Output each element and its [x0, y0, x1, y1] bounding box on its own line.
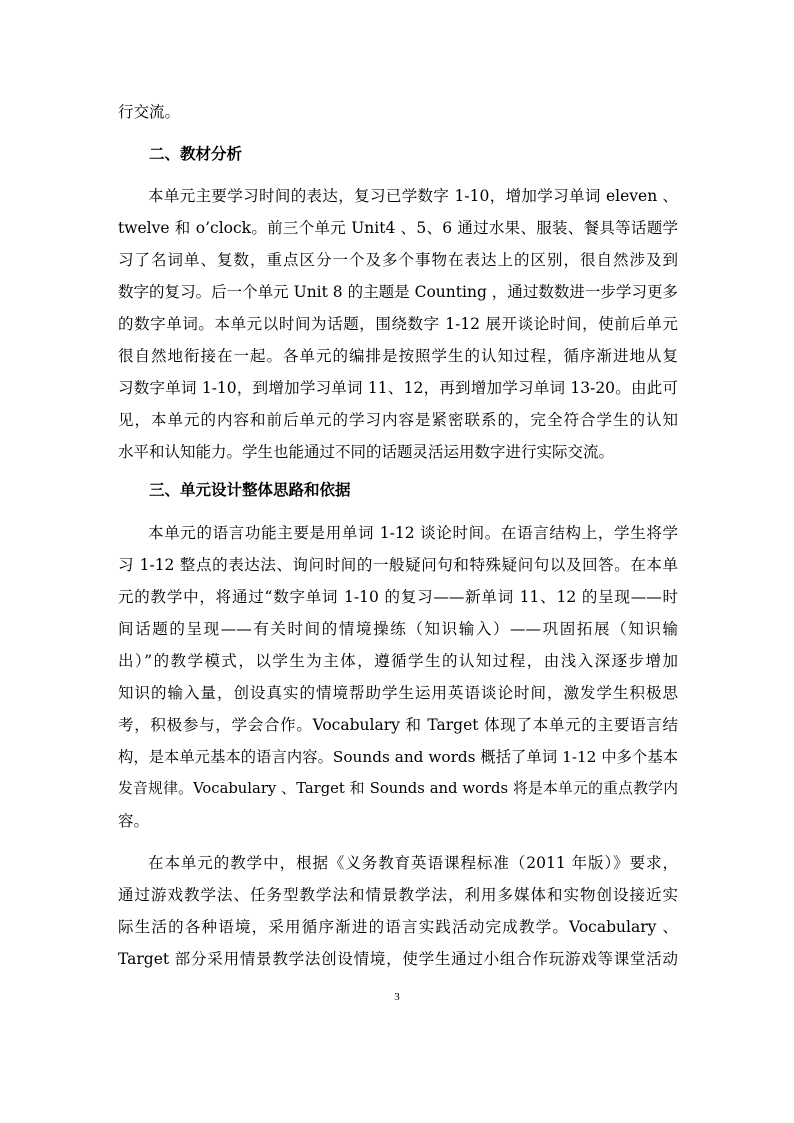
paragraph-line: 元的教学中，将通过“数字单词 1-10 的复习——新单词 11、12 的呈现——时 — [118, 588, 678, 606]
paragraph-line: 本单元的语言功能主要是用单词 1-12 谈论时间。在语言结构上，学生将学 — [148, 524, 678, 542]
paragraph-line: 考，积极参与，学会合作。Vocabulary 和 Target 体现了本单元的主要语言结 — [118, 716, 678, 734]
paragraph-line: 很自然地衔接在一起。各单元的编排是按照学生的认知过程，循序渐进地从复 — [118, 347, 678, 365]
paragraph-line: 习了名词单、复数，重点区分一个及多个事物在表达上的区别，很自然涉及到 — [118, 251, 678, 269]
paragraph-line: 习 1-12 整点的表达法、询问时间的一般疑问句和特殊疑问句以及回答。在本单 — [118, 556, 678, 574]
paragraph-line: 出）”的教学模式，以学生为主体，遵循学生的认知过程，由浅入深逐步增加 — [118, 652, 678, 670]
section-heading-textbook-analysis: 二、教材分析 — [149, 145, 243, 163]
paragraph-line: 发音规律。Vocabulary 、Target 和 Sounds and words 将是本单元的重点教学内 — [118, 780, 678, 797]
paragraph-line: 构，是本单元基本的语言内容。Sounds and words 概括了单词 1-12 中多个基本 — [118, 748, 678, 766]
paragraph-line: 际生活的各种语境，采用循序渐进的语言实践活动完成教学。Vocabulary 、 — [118, 918, 678, 936]
paragraph-line: 的数字单词。本单元以时间为话题，围绕数字 1-12 展开谈论时间，使前后单元 — [118, 315, 678, 333]
paragraph-line: 数字的复习。后一个单元 Unit 8 的主题是 Counting ，通过数数进一步学习更多 — [118, 283, 678, 301]
paragraph-line: 见，本单元的内容和前后单元的学习内容是紧密联系的，完全符合学生的认知 — [118, 411, 678, 429]
paragraph-line: 水平和认知能力。学生也能通过不同的话题灵活运用数字进行实际交流。 — [118, 443, 615, 461]
paragraph-line: 习数字单词 1-10，到增加学习单词 11、12，再到增加学习单词 13-20。由此可 — [118, 379, 678, 397]
paragraph-line: 通过游戏教学法、任务型教学法和情景教学法，利用多媒体和实物创设接近实 — [118, 886, 678, 904]
paragraph-line: Target 部分采用情景教学法创设情境，使学生通过小组合作玩游戏等课堂活动 — [118, 950, 678, 968]
paragraph-line: 在本单元的教学中，根据《义务教育英语课程标准（2011 年版）》要求， — [148, 854, 678, 872]
section-heading-design-ideas: 三、单元设计整体思路和依据 — [149, 481, 351, 499]
page-number: 3 — [394, 991, 400, 1003]
paragraph-line: twelve 和 o’clock。前三个单元 Unit4 、5、6 通过水果、服装、餐具等话题学 — [118, 219, 678, 237]
paragraph-line: 知识的输入量，创设真实的情境帮助学生运用英语谈论时间，激发学生积极思 — [118, 684, 678, 702]
continued-text-line: 行交流。 — [118, 103, 181, 121]
paragraph-line: 本单元主要学习时间的表达，复习已学数字 1-10，增加学习单词 eleven 、 — [148, 187, 678, 205]
paragraph-line: 容。 — [118, 812, 150, 830]
paragraph-line: 间话题的呈现——有关时间的情境操练（知识输入）——巩固拓展（知识输 — [118, 620, 678, 638]
